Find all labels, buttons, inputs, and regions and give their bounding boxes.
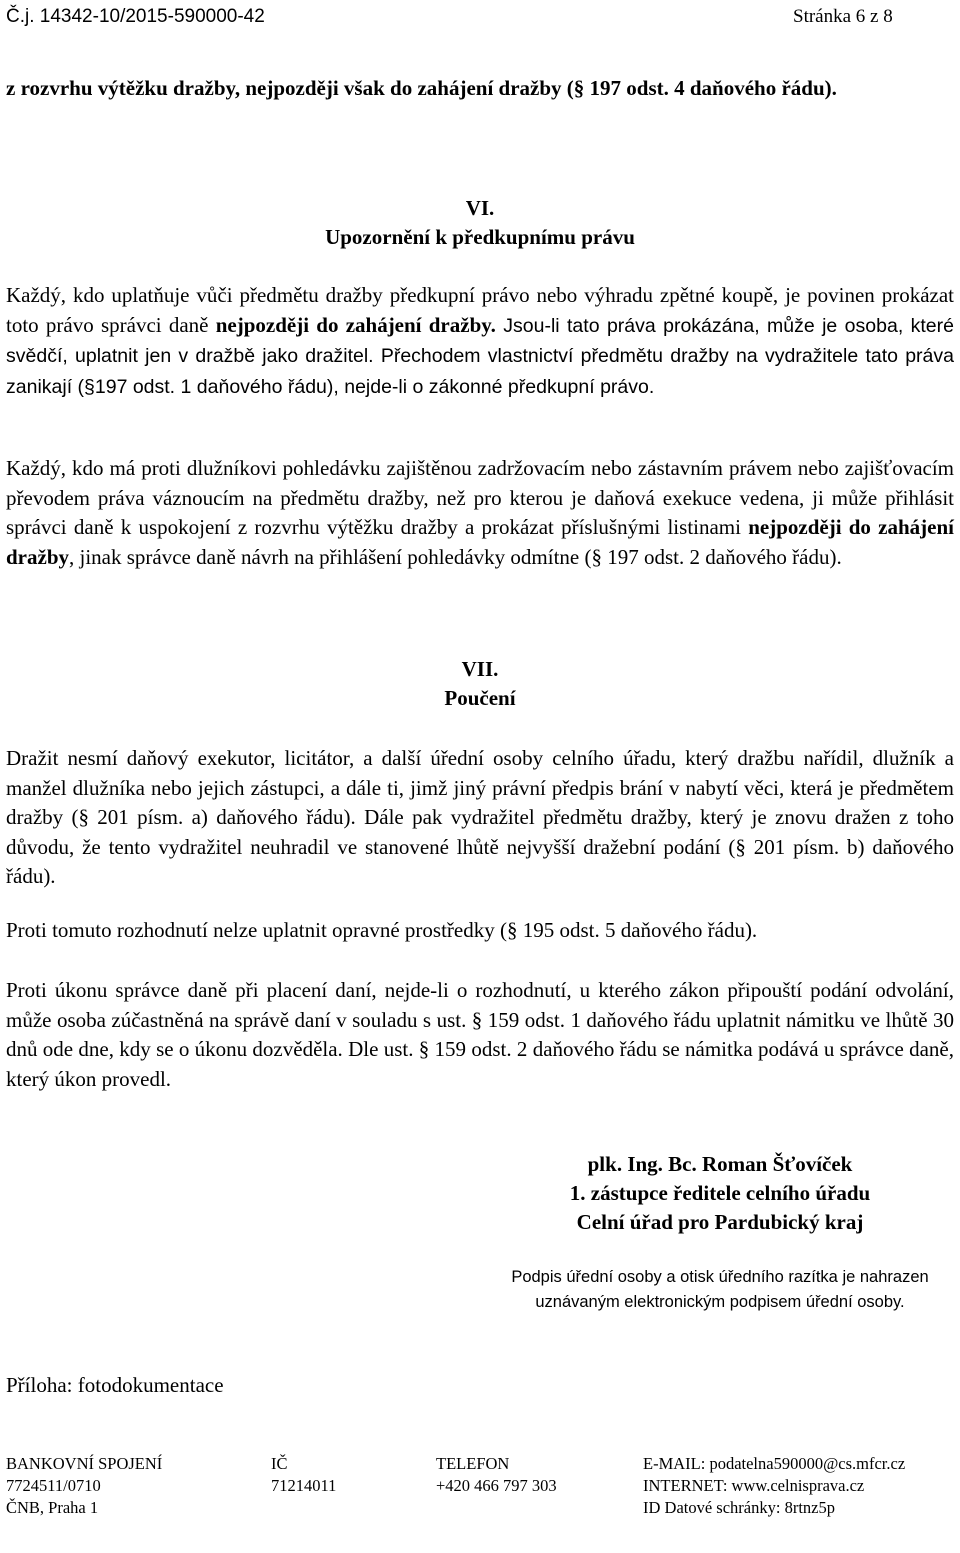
bank-label: BANKOVNÍ SPOJENÍ <box>6 1454 163 1473</box>
bank-name: ČNB, Praha 1 <box>6 1498 99 1517</box>
intro-paragraph: z rozvrhu výtěžku dražby, nejpozději však do zahájení dražby (§ 197 odst. 4 daňového řádu). <box>6 76 837 100</box>
bidding-restrictions-paragraph: Dražit nesmí daňový exekutor, licitátor, a další úřední osoby celního úřadu, který dražbu nařídil, dlužník a manžel dlužníka nebo jejich zástupci, a dále ti, jimž jiný právní předpis brání v nabytí věci, která je předmětem dražby (§ 201 písm. a) daňového řádu). Dále pak vydražitel předmětu dražby, který je znovu dražen z toho důvodu, že tento vydražitel neuhradil ve stanovené lhůtě nejvyšší dražební podání (§ 201 písm. b) daňového řádu). <box>6 746 954 888</box>
no-appeal-paragraph: Proti tomuto rozhodnutí nelze uplatnit opravné prostředky (§ 195 odst. 5 daňového řádu). <box>6 918 758 942</box>
claims-paragraph <box>6 454 954 572</box>
footer-phone-column <box>436 1453 557 1497</box>
bank-account: 7724511/0710 <box>6 1476 101 1495</box>
reference-number: Č.j. 14342-10/2015-590000-42 <box>6 6 265 27</box>
objection-paragraph: Proti úkonu správce daně při placení daní, nejde-li o rozhodnutí, u kterého zákon připouští podání odvolání, může osoba zúčastněná na správě daní v souladu s ust. § 159 odst. 1 daňového řádu uplatnit námitku ve lhůtě 30 dnů ode dne, kdy se o úkonu dozvěděla. Dle ust. § 159 odst. 2 daňového řádu se námitka podává u správce daně, který úkon provedl. <box>6 978 954 1091</box>
phone-value: +420 466 797 303 <box>436 1476 557 1495</box>
claims-deadline: nejpozději do zahájení dražby <box>6 515 954 569</box>
claims-text-1: Každý, kdo má proti dlužníkovi pohledávku zajištěnou zadržovacím nebo zástavním právem nebo zajišťovacím převodem práva váznoucím na předmětu dražby, než pro kterou je daňová exekuce vedena, ji může přihlásit správci daně k uspokojení z rozvrhu výtěžku dražby a prokázat příslušnými listinami <box>6 456 954 539</box>
preemption-deadline: nejpozději do zahájení dražby. <box>215 312 496 337</box>
signatory-name: plk. Ing. Bc. Roman Šťovíček <box>587 1152 853 1176</box>
preemption-paragraph <box>6 281 954 402</box>
section-6-number: VI. <box>465 196 495 220</box>
ic-label: IČ <box>271 1454 288 1473</box>
signature-note-line-1: Podpis úřední osoby a otisk úředního razítka je nahrazen <box>511 1268 929 1286</box>
data-box-id: ID Datové schránky: 8rtnz5p <box>643 1498 835 1517</box>
signatory-position: 1. zástupce ředitele celního úřadu <box>569 1181 871 1205</box>
page-number: Stránka 6 z 8 <box>793 6 893 27</box>
section-7-number: VII. <box>461 657 499 681</box>
email-address: E-MAIL: podatelna590000@cs.mfcr.cz <box>643 1454 906 1473</box>
ic-value: 71214011 <box>271 1476 337 1495</box>
preemption-text-2: Jsou-li tato práva prokázána, může je osoba, které svědčí, uplatnit jen v dražbě jako dražitel. Přechodem vlastnictví předmětu dražby na vydražitele tato práva zanikají (§197 odst. 1 daňového řádu), nejde-li o zákonné předkupní právo. <box>6 314 954 398</box>
section-6-title: Upozornění k předkupnímu právu <box>325 225 635 249</box>
footer-bank-column <box>6 1453 162 1519</box>
footer-contact-column <box>643 1453 905 1519</box>
website: INTERNET: www.celnisprava.cz <box>643 1476 865 1495</box>
signature-note-line-2: uznávaným elektronickým podpisem úřední osoby. <box>535 1293 905 1311</box>
section-7-title: Poučení <box>444 686 516 710</box>
preemption-text-1: Každý, kdo uplatňuje vůči předmětu dražby předkupní právo nebo výhradu zpětné koupě, je povinen prokázat toto právo správci daně <box>6 283 954 337</box>
claims-text-2: , jinak správce daně návrh na přihlášení pohledávky odmítne (§ 197 odst. 2 daňového řádu). <box>69 544 842 569</box>
phone-label: TELEFON <box>436 1454 510 1473</box>
attachment-note: Příloha: fotodokumentace <box>6 1373 224 1397</box>
footer-ic-column <box>271 1453 336 1497</box>
signatory-office: Celní úřad pro Pardubický kraj <box>576 1210 864 1234</box>
